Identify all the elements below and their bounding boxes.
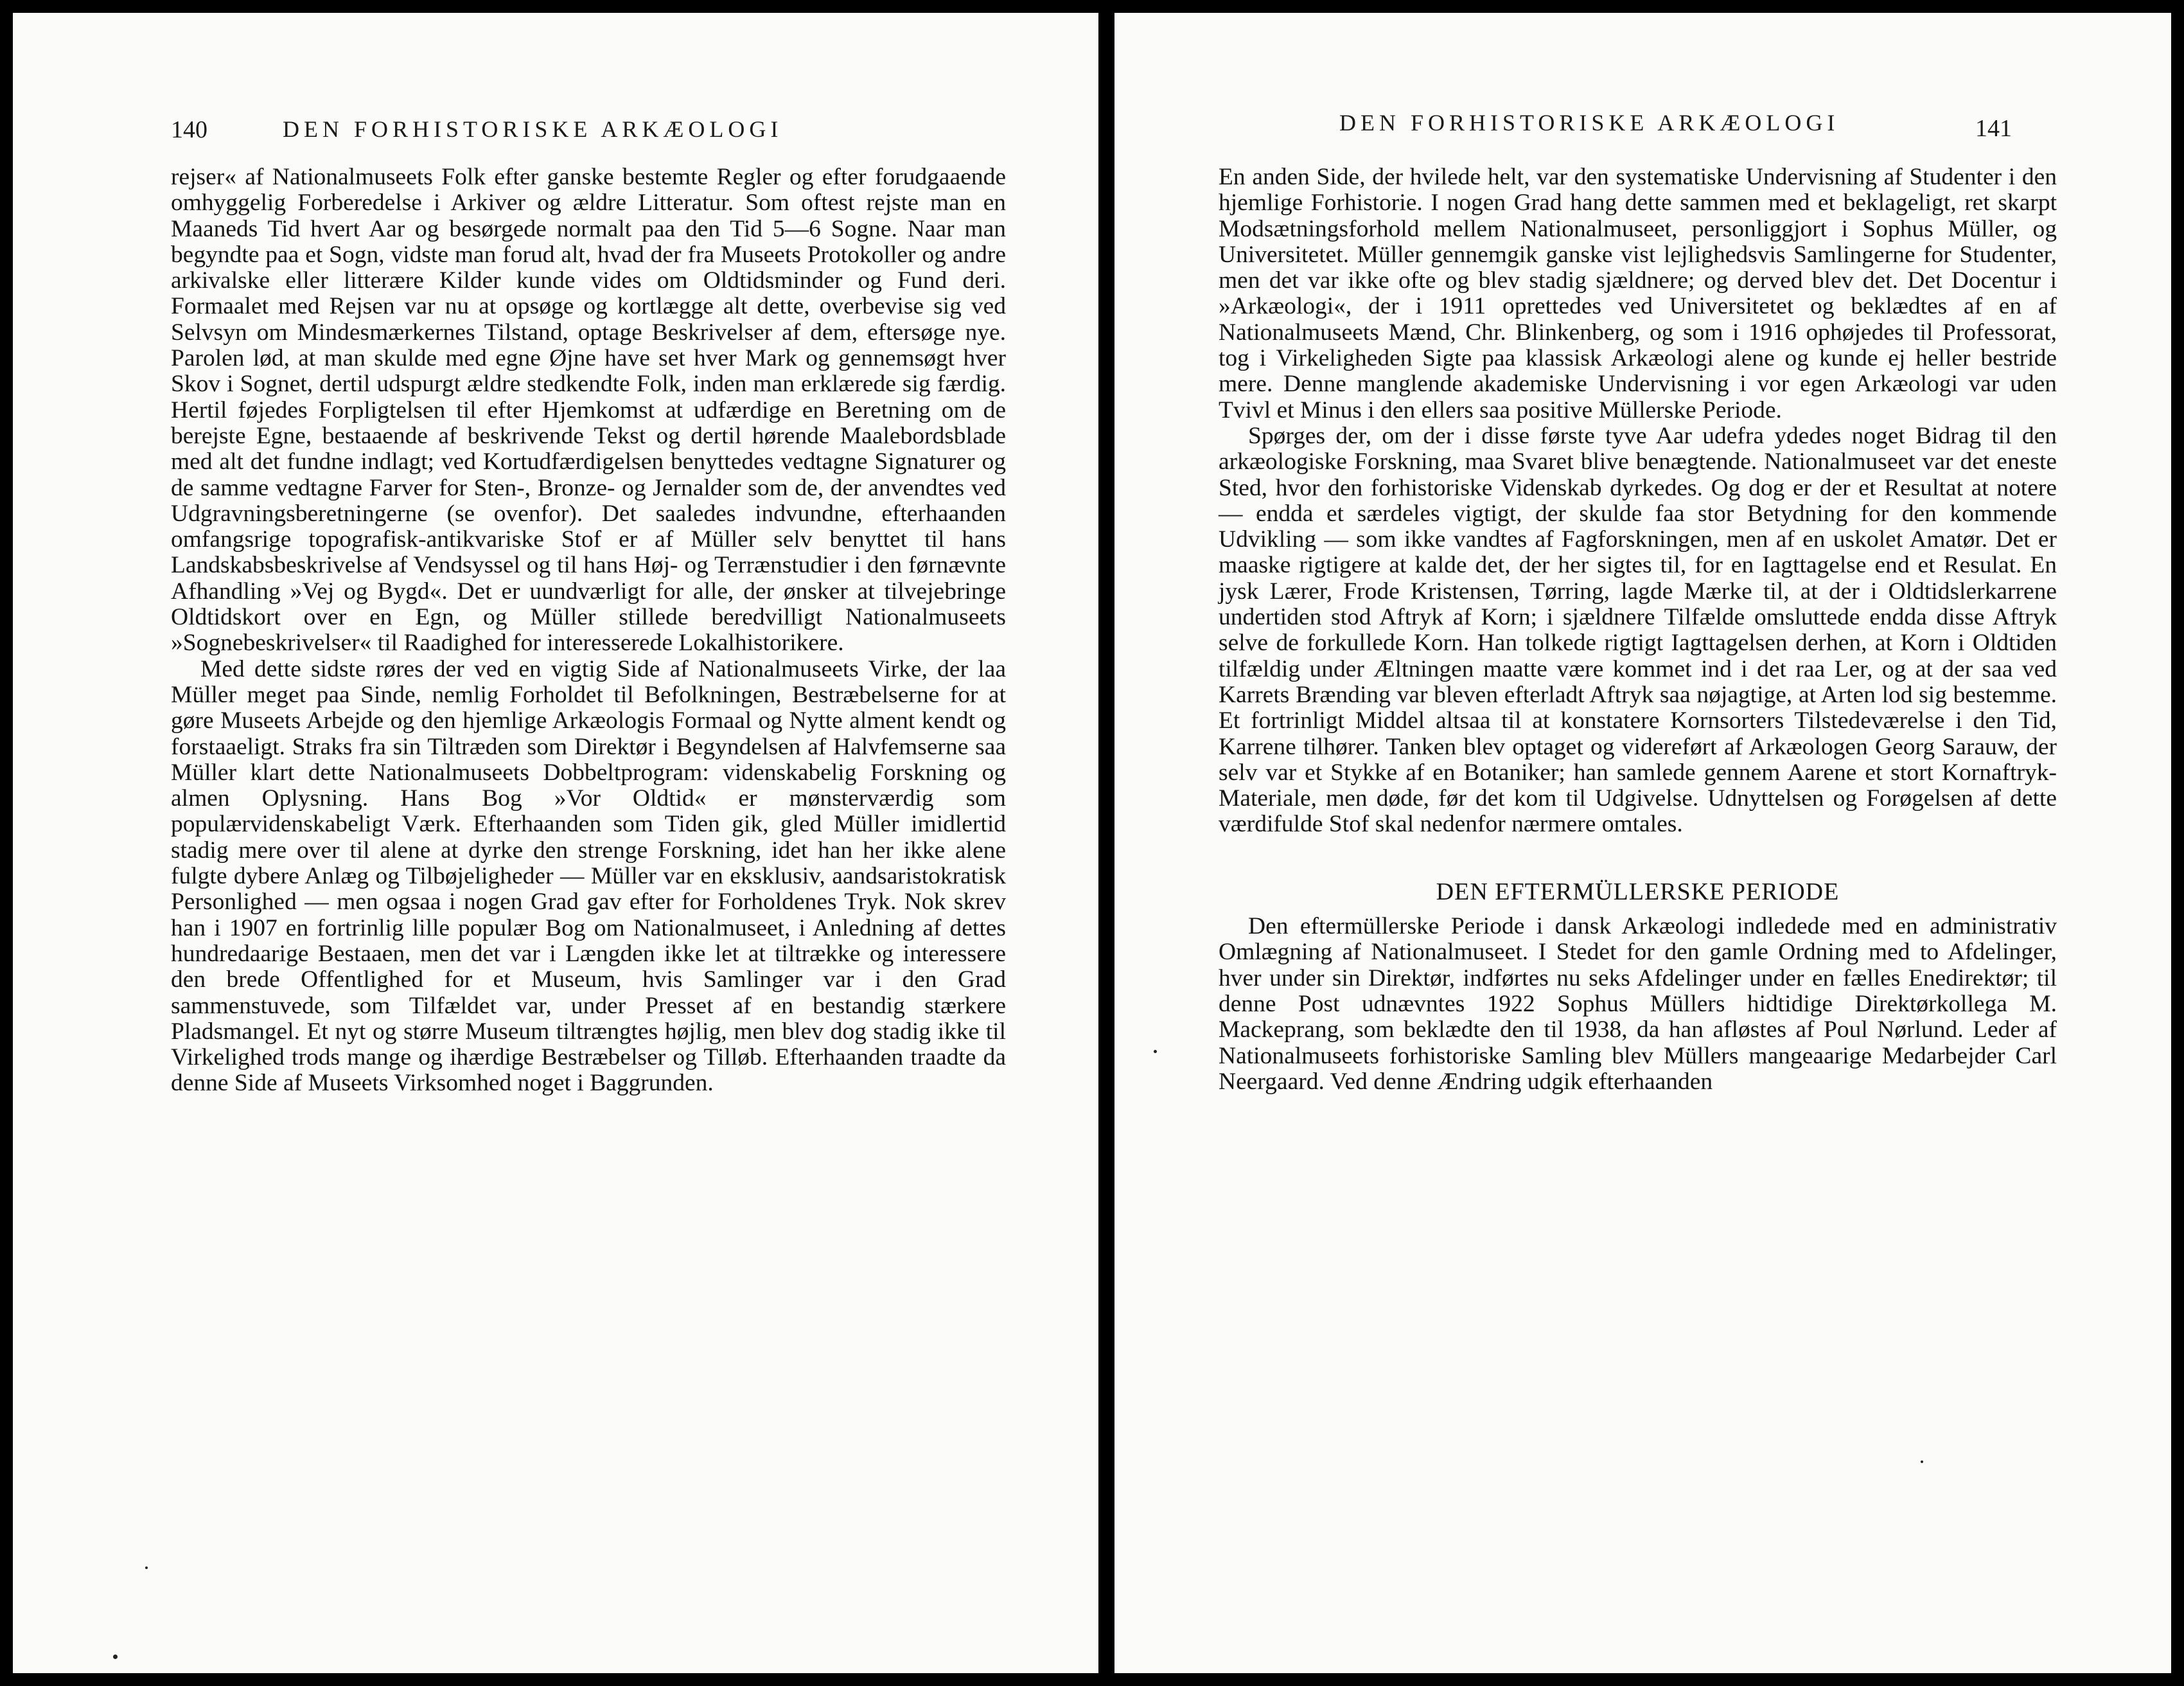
right-page — [1114, 13, 2171, 1673]
right-page-number: 141 — [1975, 115, 2012, 142]
dust-speck — [145, 1566, 148, 1569]
left-body-text — [171, 164, 1006, 1097]
left-paragraph-1: rejser« af Nationalmuseets Folk efter ganske bestemte Regler og efter forudgaaende omhyggelig Forberedelse i Arkiver og ældre Litteratur. Som oftest rejste man en Maaneds Tid hvert Aar og besørgede normalt paa den Tid 5—6 Sogne. Naar man begyndte paa et Sogn, vidste man forud alt, hvad der fra Museets Protokoller og andre arkivalske eller litterære Kilder kunde vides om Oldtidsminder og Fund deri. Formaalet med Rejsen var nu at opsøge og kortlægge alt dette, overbevise sig ved Selvsyn om Mindesmærkernes Tilstand, optage Beskrivelser af dem, eftersøge nye. Parolen lød, at man skulde med egne Øjne have set hver Mark og gennemsøgt hver Skov i Sognet, dertil udspurgt ældre stedkendte Folk, inden man erklærede sig færdig. Hertil føjedes Forpligtelsen til efter Hjemkomst at udfærdige en Beretning om de berejste Egne, bestaaende af beskrivende Tekst og dertil hørende Maalebordsblade med alt det fundne indlagt; ved Kortudfærdigelsen benyttedes vedtagne Signaturer og de samme vedtagne Farver for Sten-, Bronze- og Jernalder som de, der anvendtes ved Udgravningsberetningerne (se ovenfor). Det saaledes indvundne, efterhaanden omfangsrige topografisk-antikvariske Stof er af Müller selv benyttet til hans Landskabsbeskrivelse af Vendsyssel og til hans Høj- og Terrænstudier i den førnævnte Afhandling »Vej og Bygd«. Det er uundværligt for alle, der ønsker at tilvejebringe Oldtidskort over en Egn, og Müller stillede beredvilligt Nationalmuseets »Sognebeskrivelser« til Raadighed for interesserede Lokalhistorikere. — [171, 164, 1006, 657]
left-paragraph-2: Med dette sidste røres der ved en vigtig Side af Nationalmuseets Virke, der laa Müller meget paa Sinde, nemlig Forholdet til Befolkningen, Bestræbelserne for at gøre Museets Arbejde og den hjemlige Arkæologis Formaal og Nytte alment kendt og forstaaeligt. Straks fra sin Tiltræden som Direktør i Begyndelsen af Halvfemserne saa Müller klart dette Nationalmuseets Dobbeltprogram: videnskabelig Forskning og almen Oplysning. Hans Bog »Vor Oldtid« er mønsterværdig som populærvidenskabeligt Værk. Efterhaanden som Tiden gik, gled Müller imidlertid stadig mere over til alene at dyrke den strenge Forskning, idet han her ikke alene fulgte dybere Anlæg og Tilbøjeligheder — Müller var en eksklusiv, aandsaristokratisk Personlighed — men ogsaa i nogen Grad gav efter for Forholdenes Tryk. Nok skrev han i 1907 en fortrinlig lille populær Bog om Nationalmuseet, i Anledning af dettes hundredaarige Bestaaen, men det var i Længden ikke let at tiltrække og interessere den brede Offentlighed for et Museum, hvis Samlinger var i den Grad sammenstuvede, som Tilfældet var, under Presset af en bestandig stærkere Pladsmangel. Et nyt og større Museum tiltrængtes højlig, men blev dog stadig ikke til Virkelighed trods mange og ihærdige Bestræbelser og Tilløb. Efterhaanden traadte da denne Side af Museets Virksomhed noget i Baggrunden. — [171, 655, 1006, 1097]
section-heading: DEN EFTERMÜLLERSKE PERIODE — [1436, 878, 1840, 905]
gutter — [1098, 0, 1114, 1686]
right-paragraph-2: Spørges der, om der i disse første tyve Aar udefra ydedes noget Bidrag til den arkæologiske Forskning, maa Svaret blive benægtende. Nationalmuseet var det eneste Sted, hvor den forhistoriske Videnskab dyrkedes. Og dog er der et Resultat at notere — endda et særdeles vigtigt, der skulde faa stor Betydning for den kommende Udvikling — som ikke vandtes af Fagforskningen, men af en uskolet Amatør. Det er maaske rigtigere at kalde det, der her sigtes til, for en Iagttagelse end et Resulat. En jysk Lærer, Frode Kristensen, Tørring, lagde Mærke til, at der i Oldtidslerkarrene undertiden stod Aftryk af Korn; i sjældnere Tilfælde omsluttede endda disse Aftryk selve de forkullede Korn. Han tolkede rigtigt Iagttagelsen derhen, at Korn i Oldtiden tilfældig under Æltningen maatte være kommet ind i det raa Ler, og at der saa ved Karrets Brænding var bleven efterladt Aftryk saa nøjagtige, at Arten lod sig bestemme. Et fortrinligt Middel altsaa til at konstatere Kornsorters Tilstedeværelse i den Tid, Karrene tilhører. Tanken blev optaget og videreført af Arkæologen Georg Sarauw, der selv var et Stykke af en Botaniker; han samlede gennem Aarene et stort Kornaftryk-Materiale, men døde, før det kom til Udgivelse. Udnyttelsen og Forøgelsen af dette værdifulde Stof skal nedenfor nærmere omtales. — [1219, 422, 2057, 838]
section-paragraph: Den eftermüllerske Periode i dansk Arkæologi indledede med en administrativ Omlægning af Nationalmuseet. I Stedet for den gamle Ordning med to Afdelinger, hver under sin Direktør, indførtes nu seks Afdelinger under en fælles Enedirektør; til denne Post udnævntes 1922 Sophus Müllers hidtidige Direktørkollega M. Mackeprang, som beklædte den til 1938, da han afløstes af Poul Nørlund. Leder af Nationalmuseets forhistoriske Samling blev Müllers mangeaarige Medarbejder Carl Neergaard. Ved denne Ændring udgik efterhaanden — [1219, 913, 2057, 1095]
dust-speck — [113, 1655, 118, 1659]
right-running-title: DEN FORHISTORISKE ARKÆOLOGI — [1339, 110, 1840, 136]
right-paragraph-1: En anden Side, der hvilede helt, var den systematiske Undervisning af Studenter i den hjemlige Forhistorie. I nogen Grad hang dette sammen med et beklageligt, ret skarpt Modsætningsforhold mellem Nationalmuseet, personliggjort i Sophus Müller, og Universitetet. Müller gennemgik ganske vist lejlighedsvis Samlingerne for Studenter, men det var ikke ofte og blev stadig sjældnere; og derved blev det. Det Docentur i »Arkæologi«, der i 1911 oprettedes ved Universitetet og beklædtes af en af Nationalmuseets Mænd, Chr. Blinkenberg, og som i 1916 ophøjedes til Professorat, tog i Virkeligheden Sigte paa klassisk Arkæologi alene og kunde ej heller bestride mere. Denne manglende akademiske Undervisning i vor egen Arkæologi var uden Tvivl et Minus i den ellers saa positive Müllerske Periode. — [1219, 164, 2057, 423]
left-page-number: 140 — [171, 116, 207, 143]
right-body-text — [1219, 164, 2057, 1095]
left-running-title: DEN FORHISTORISKE ARKÆOLOGI — [283, 116, 783, 142]
dust-speck — [1154, 1050, 1157, 1053]
left-page — [13, 13, 1098, 1673]
dust-speck — [1921, 1460, 1923, 1463]
